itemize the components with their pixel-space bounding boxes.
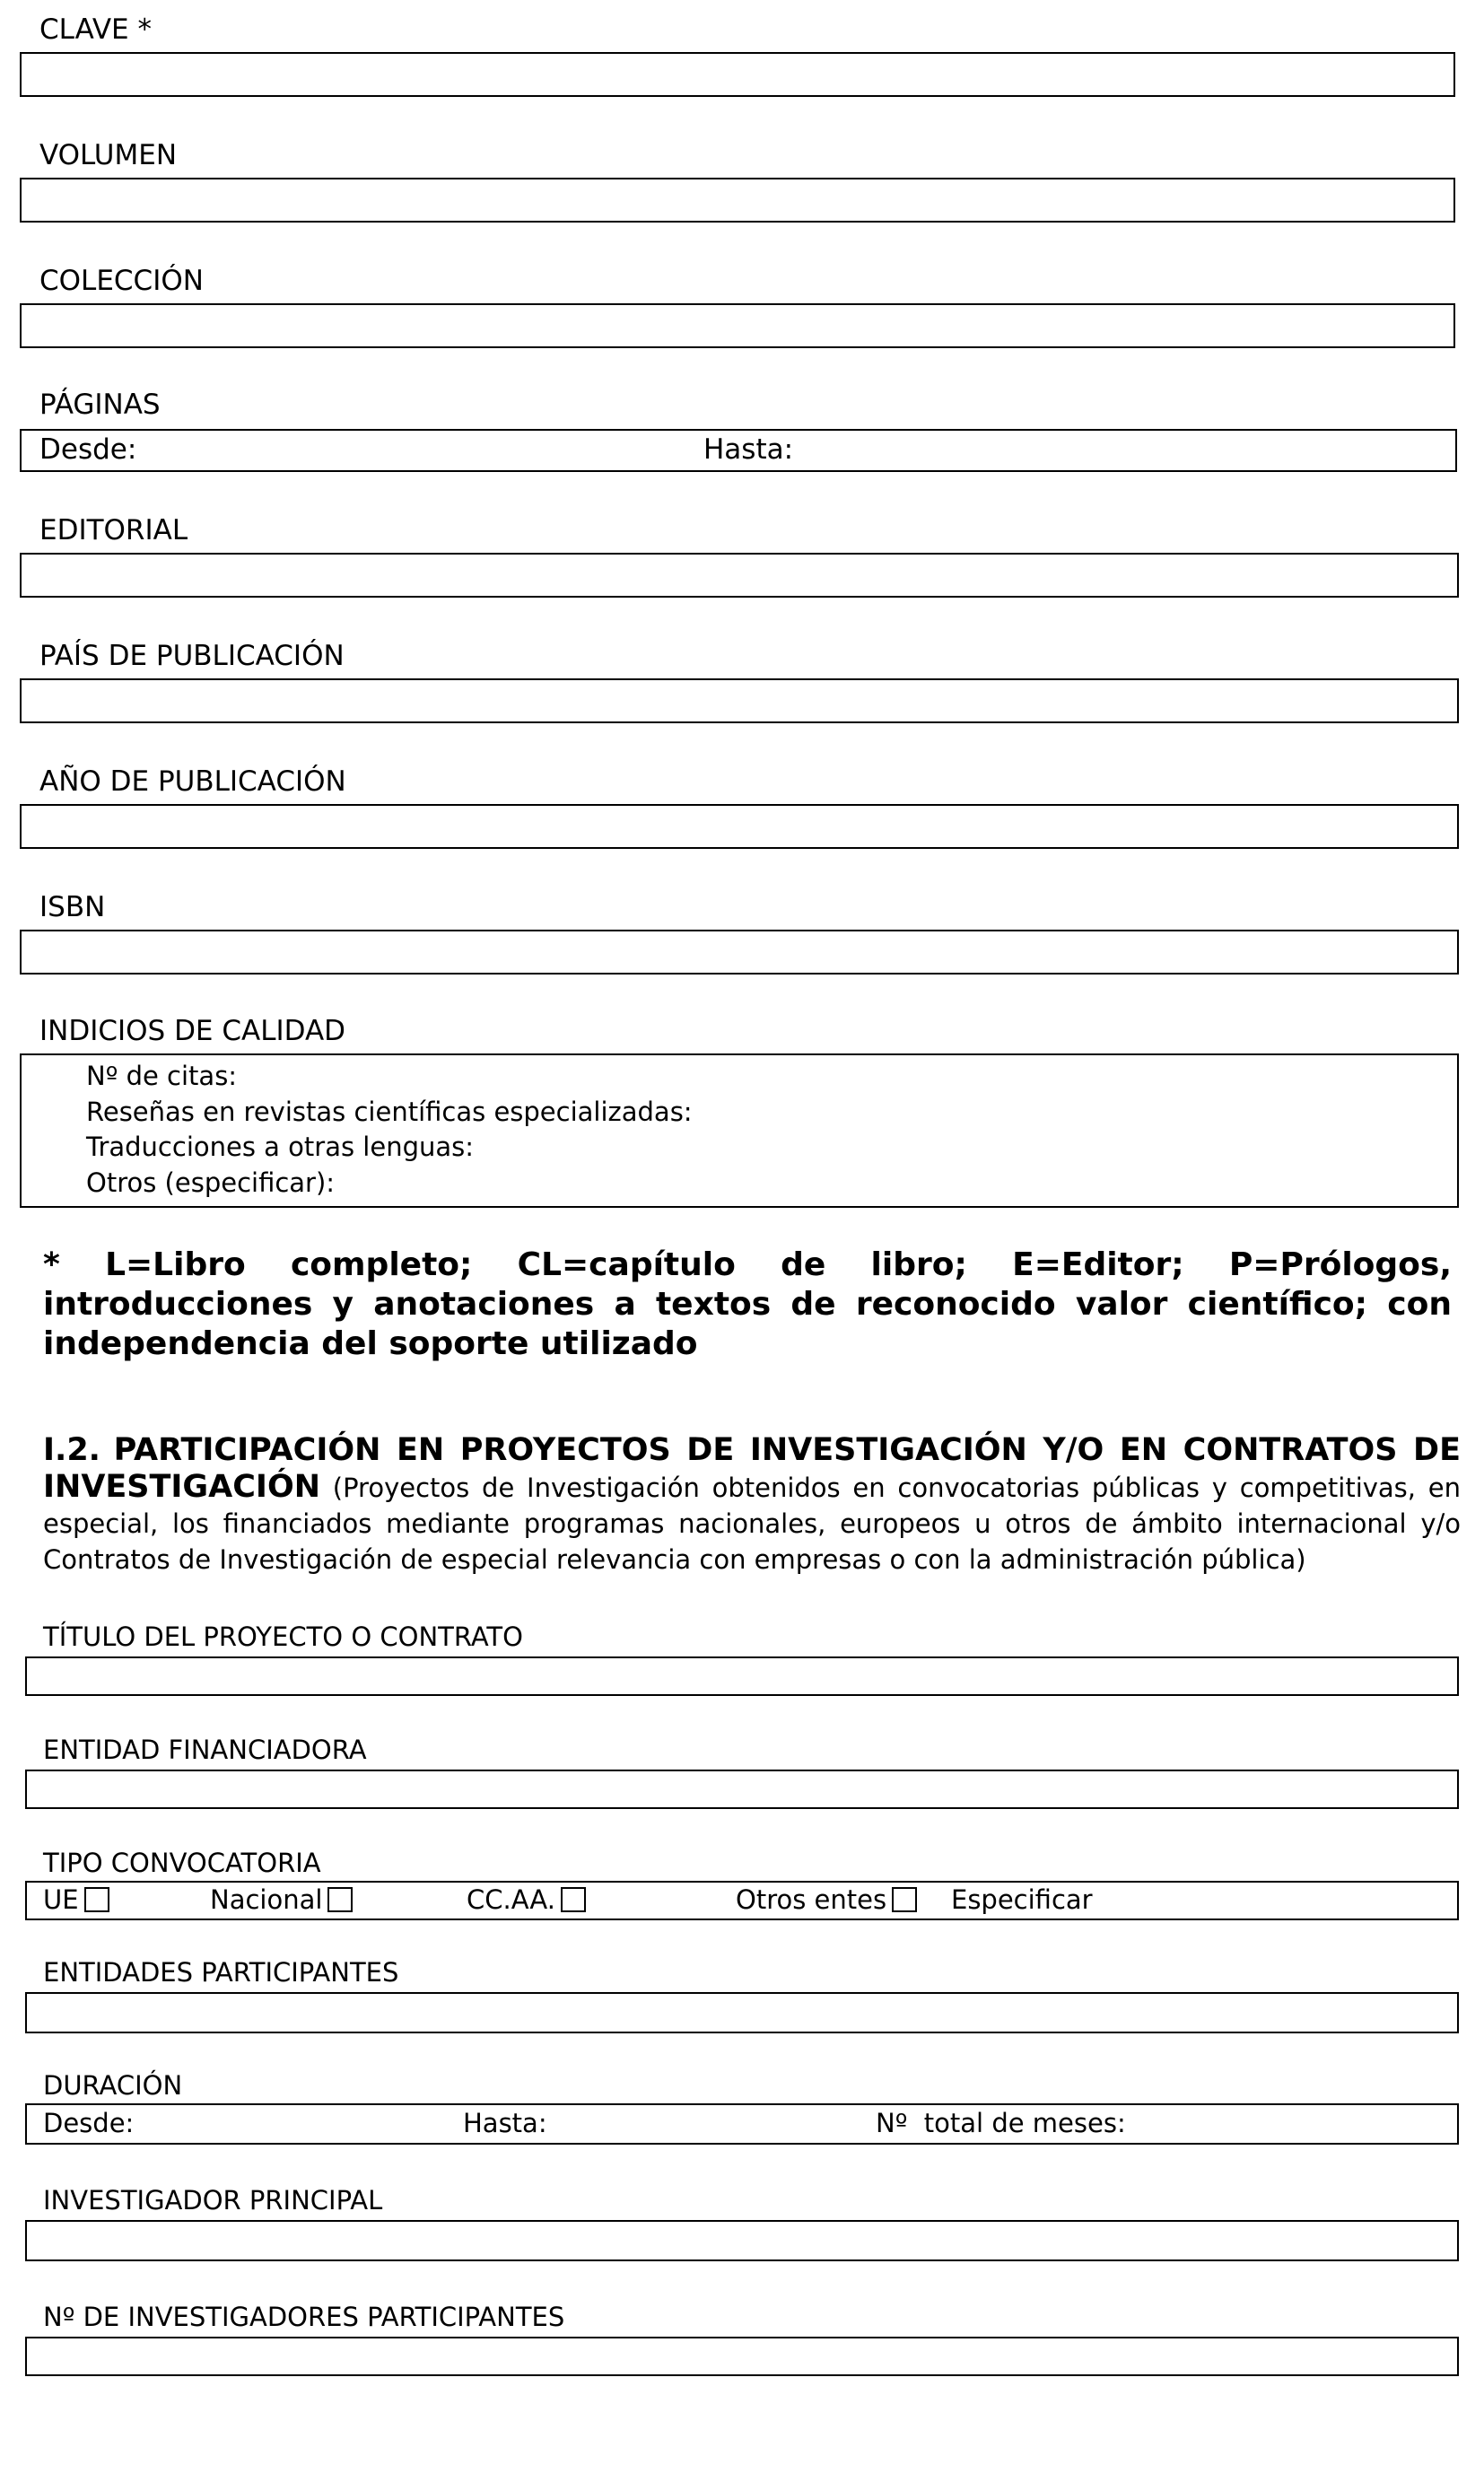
duracion-meses-label: Nº total de meses: [876,2108,1126,2138]
clave-note: * L=Libro completo; CL=capítulo de libro; E=Editor; P=Prólogos, introducciones y anotaciones a textos de reconocido valor científico; con independencia del soporte utilizado [43,1246,1452,1362]
entidad-label: ENTIDAD FINANCIADORA [43,1735,367,1765]
coleccion-label: COLECCIÓN [39,265,204,297]
participantes-label: ENTIDADES PARTICIPANTES [43,1957,399,1988]
duracion-field[interactable] [25,2103,1459,2145]
especificar-label: Especificar [951,1884,1093,1915]
tipo-label: TIPO CONVOCATORIA [43,1848,321,1878]
duracion-label: DURACIÓN [43,2070,183,2101]
clave-field[interactable] [20,52,1455,97]
editorial-label: EDITORIAL [39,514,188,546]
indicios-line: Otros (especificar): [86,1167,336,1198]
paginas-hasta-label: Hasta: [703,433,794,466]
indicios-label: INDICIOS DE CALIDAD [39,1015,346,1047]
section-desc-line3: Contratos de Investigación de especial relevancia con empresas o con la administración pública) [43,1544,1306,1575]
tipo-ue [43,1884,109,1915]
entidad-field[interactable] [25,1770,1459,1809]
section-title-line1: PARTICIPACIÓN EN PROYECTOS DE INVESTIGACIÓN Y/O EN CONTRATOS DE [113,1432,1462,1468]
tipo-ccaa [467,1884,586,1915]
otros-label: Otros entes [736,1884,887,1915]
ue-checkbox[interactable] [84,1887,109,1912]
section-number: I.2. [43,1432,100,1468]
investigador-field[interactable] [25,2220,1459,2261]
coleccion-field[interactable] [20,303,1455,348]
investigador-label: INVESTIGADOR PRINCIPAL [43,2185,383,2216]
editorial-field[interactable] [20,553,1459,598]
section-heading [43,1432,1461,1578]
tipo-nacional [210,1884,353,1915]
anio-field[interactable] [20,804,1459,849]
volumen-label: VOLUMEN [39,139,178,171]
num-investigadores-field[interactable] [25,2337,1459,2376]
anio-label: AÑO DE PUBLICACIÓN [39,765,346,798]
isbn-label: ISBN [39,891,106,923]
indicios-line: Traducciones a otras lenguas: [86,1132,475,1162]
clave-label: CLAVE * [39,13,152,46]
paginas-label: PÁGINAS [39,389,161,421]
section-desc-line2: especial, los financiados mediante programas nacionales, europeos u otros de ámbito internacional y/o [43,1508,1461,1539]
ccaa-checkbox[interactable] [561,1887,586,1912]
otros-checkbox[interactable] [892,1887,917,1912]
titulo-label: TÍTULO DEL PROYECTO O CONTRATO [43,1621,523,1652]
pais-field[interactable] [20,678,1459,723]
pais-label: PAÍS DE PUBLICACIÓN [39,640,345,672]
ue-label: UE [43,1884,79,1915]
nacional-checkbox[interactable] [327,1887,353,1912]
indicios-line: Nº de citas: [86,1061,238,1091]
section-title-line2: INVESTIGACIÓN [43,1469,320,1505]
num-investigadores-label: Nº DE INVESTIGADORES PARTICIPANTES [43,2302,565,2332]
ccaa-label: CC.AA. [467,1884,555,1915]
volumen-field[interactable] [20,178,1455,223]
titulo-field[interactable] [25,1656,1459,1696]
tipo-otros [736,1884,917,1915]
participantes-field[interactable] [25,1992,1459,2033]
nacional-label: Nacional [210,1884,323,1915]
duracion-desde-label: Desde: [43,2108,135,2138]
section-desc-line1: (Proyectos de Investigación obtenidos en convocatorias públicas y competitivas, en [332,1473,1462,1503]
isbn-field[interactable] [20,930,1459,975]
indicios-line: Reseñas en revistas científicas especializadas: [86,1097,693,1127]
paginas-desde-label: Desde: [39,433,137,466]
duracion-hasta-label: Hasta: [463,2108,547,2138]
